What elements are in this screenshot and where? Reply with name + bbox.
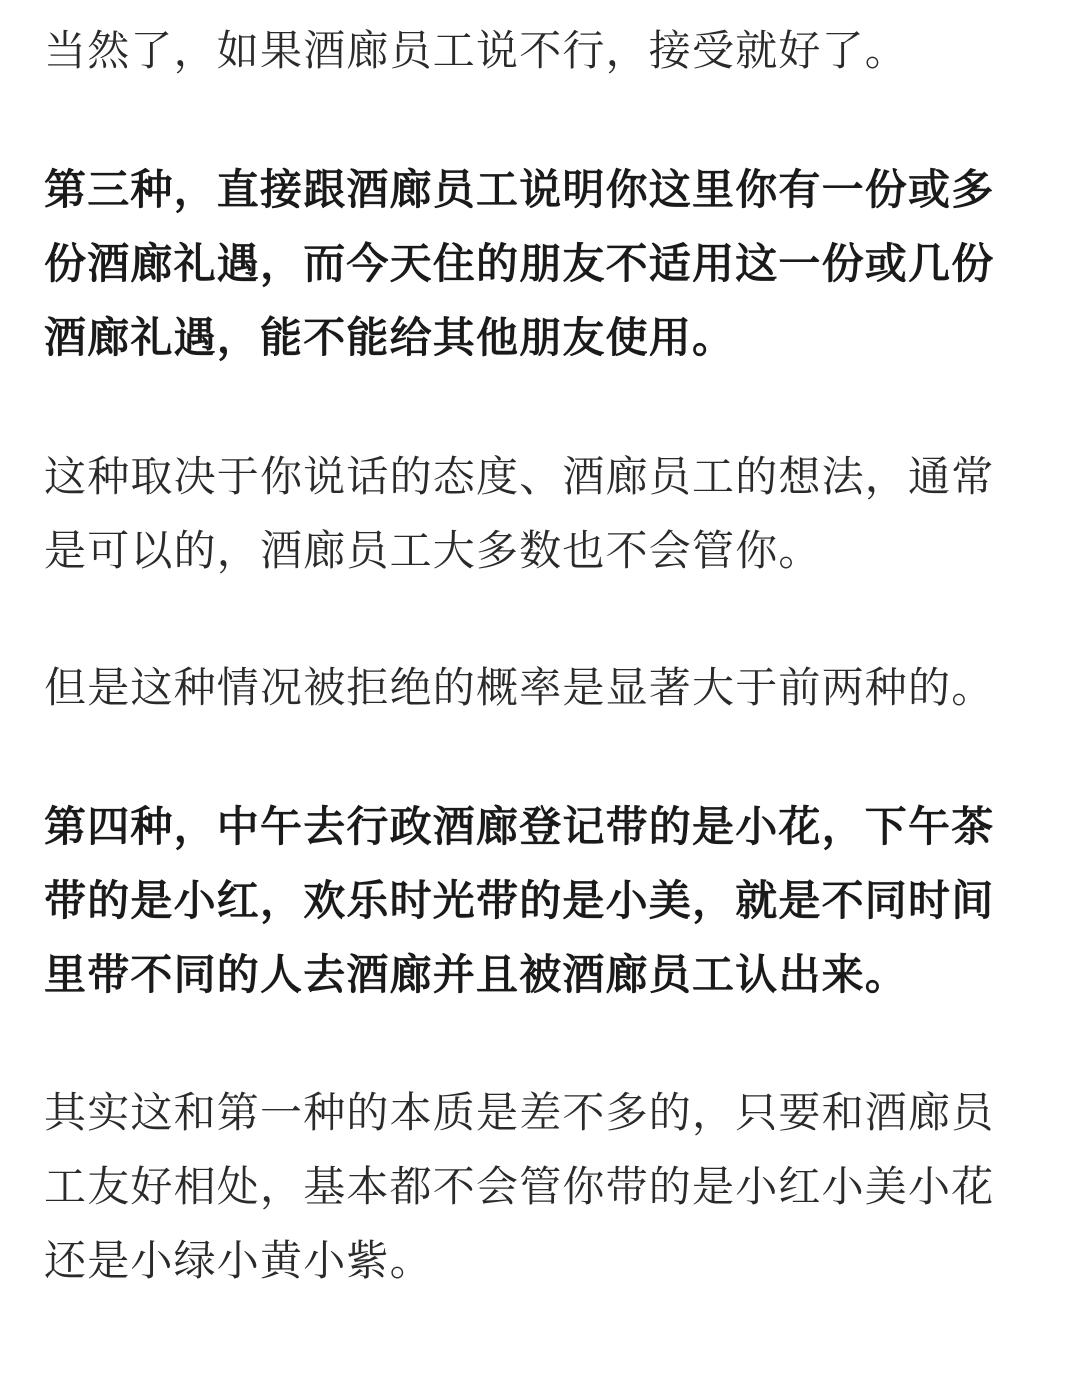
text-line: 是可以的，酒廊员工大多数也不会管你。 [44,526,822,575]
paragraph-1 [44,14,1036,88]
text-line: 第四种，中午去行政酒廊登记带的是小花，下午茶 [44,802,995,851]
paragraph-6 [44,1076,1036,1298]
text-line: 里带不同的人去酒廊并且被酒廊员工认出来。 [44,950,909,999]
text-line: 其实这和第一种的本质是差不多的，只要和酒廊员 [44,1088,995,1137]
text-line: 份酒廊礼遇，而今天住的朋友不适用这一份或几份 [44,239,995,288]
text-line: 但是这种情况被拒绝的概率是显著大于前两种的。 [44,663,995,712]
text-line: 第三种，直接跟酒廊员工说明你这里你有一份或多 [44,165,995,214]
text-line: 工友好相处，基本都不会管你带的是小红小美小花 [44,1162,995,1211]
paragraph-4 [44,651,1036,725]
text-line: 还是小绿小黄小紫。 [44,1236,433,1285]
text-line: 带的是小红，欢乐时光带的是小美，就是不同时间 [44,876,995,925]
text-line: 这种取决于你说话的态度、酒廊员工的想法，通常 [44,452,995,501]
paragraph-2-heading [44,153,1036,375]
paragraph-5-heading [44,790,1036,1012]
paragraph-3 [44,440,1036,588]
text-line: 当然了，如果酒廊员工说不行，接受就好了。 [44,26,909,75]
text-line: 酒廊礼遇，能不能给其他朋友使用。 [44,313,736,362]
